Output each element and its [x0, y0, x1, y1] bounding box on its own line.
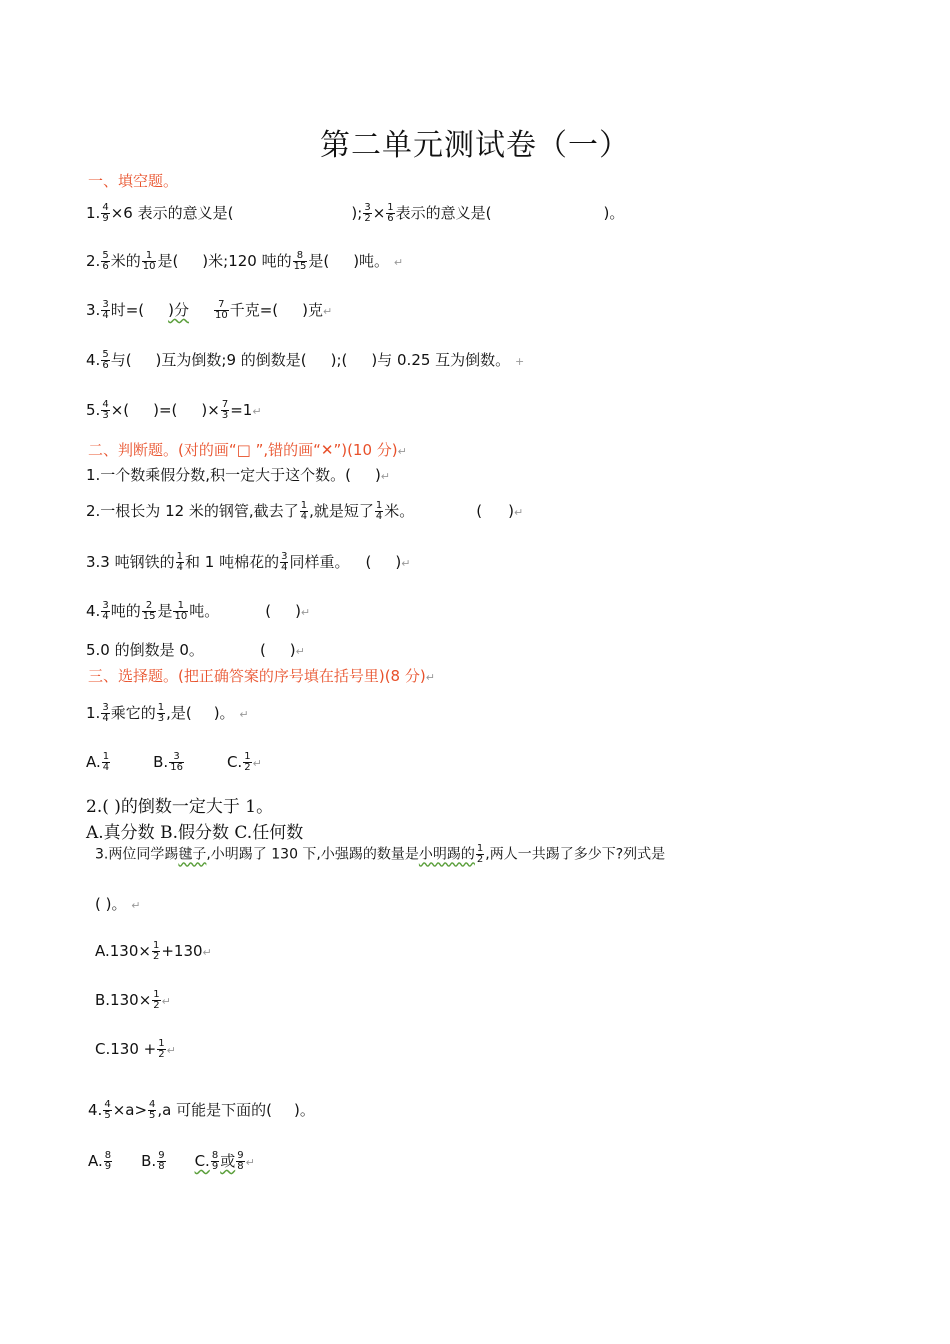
section-fill-heading: 一、填空题。 [88, 172, 179, 190]
fraction: $\frac{4}{9}$ [102, 202, 109, 224]
choice-question-3-option-b: B.130× $\frac{1}{2}$ ↵ [95, 989, 171, 1011]
section-choice-heading: 三、选择题。(把正确答案的序号填在括号里)(8 分)↵ [88, 667, 435, 685]
choice-question-2: 2.( )的倒数一定大于 1。 [86, 797, 274, 817]
fraction: $\frac{2}{15}$ [142, 600, 156, 622]
fraction: $\frac{1}{4}$ [375, 500, 383, 522]
fraction: $\frac{1}{2}$ [244, 751, 251, 773]
choice-question-3-blank: ( )。 ↵ [95, 895, 141, 913]
choice-question-4-options: A. $\frac{8}{9}$ B. $\frac{9}{8}$ C. $\frac{8}{9}$ 或 $\frac{9}{8}$ ↵ [88, 1150, 255, 1172]
fraction: $\frac{1}{4}$ [102, 751, 110, 773]
fraction: $\frac{1}{2}$ [152, 940, 160, 962]
judge-question-2: 2.一根长为 12 米的钢管,截去了 $\frac{1}{4}$ ,就是短了 $\frac{1}{4}$ 米。 ( )↵ [86, 500, 524, 522]
fraction: $\frac{8}{9}$ [104, 1150, 112, 1172]
fraction: $\frac{5}{6}$ [102, 250, 109, 272]
fill-question-3: 3. $\frac{3}{4}$ 时=( )分 $\frac{7}{10}$ 千克=( )克↵ [86, 299, 333, 321]
choice-question-3-option-c: C.130 + $\frac{1}{2}$ ↵ [95, 1038, 176, 1060]
page-title: 第二单元测试卷（一） [320, 128, 630, 163]
fraction: $\frac{1}{4}$ [176, 551, 183, 573]
fill-question-5: 5. $\frac{4}{3}$ ×( )=( )× $\frac{7}{3}$ =1↵ [86, 399, 262, 421]
fraction: $\frac{4}{3}$ [102, 399, 109, 421]
fraction: $\frac{8}{15}$ [293, 250, 307, 272]
fraction: $\frac{3}{4}$ [102, 702, 109, 724]
fraction: $\frac{1}{4}$ [300, 500, 308, 522]
fraction: $\frac{1}{10}$ [174, 600, 188, 622]
fraction: $\frac{1}{2}$ [476, 843, 484, 865]
choice-question-1: 1. $\frac{3}{4}$ 乘它的 $\frac{1}{3}$ ,是( )。 ↵ [86, 702, 249, 724]
fraction: $\frac{3}{4}$ [102, 299, 109, 321]
fraction: $\frac{1}{3}$ [157, 702, 165, 724]
fraction: $\frac{3}{2}$ [364, 202, 371, 224]
judge-question-1: 1.一个数乘假分数,积一定大于这个数。( )↵ [86, 466, 391, 484]
fraction: $\frac{1}{2}$ [158, 1038, 165, 1060]
fraction: $\frac{3}{4}$ [102, 600, 109, 622]
judge-question-3: 3.3 吨钢铁的 $\frac{1}{4}$ 和 1 吨棉花的 $\frac{3}{4}$ 同样重。 ( )↵ [86, 551, 411, 573]
fraction: $\frac{3}{4}$ [281, 551, 288, 573]
choice-question-4: 4. $\frac{4}{5}$ ×a> $\frac{4}{5}$ ,a 可能是下面的( )。 [88, 1099, 315, 1121]
fraction: $\frac{3}{16}$ [170, 751, 183, 773]
fraction: $\frac{4}{5}$ [149, 1099, 156, 1121]
fill-question-1: 1. $\frac{4}{9}$ ×6 表示的意义是( ); $\frac{3}{2}$ × $\frac{1}{6}$ 表示的意义是( )。 [86, 202, 625, 224]
fraction: $\frac{9}{8}$ [237, 1150, 244, 1172]
fraction: $\frac{9}{8}$ [158, 1150, 165, 1172]
choice-question-3: 3.两位同学踢毽子,小明踢了 130 下,小强踢的数量是小明踢的 $\frac{1}{2}$ ,两人一共踢了多少下?列式是 [95, 843, 666, 865]
fill-question-4: 4. $\frac{5}{6}$ 与( )互为倒数;9 的倒数是( );( )与 0.25 互为倒数。 + [86, 349, 525, 371]
fraction: $\frac{5}{6}$ [102, 349, 109, 371]
judge-question-4: 4. $\frac{3}{4}$ 吨的 $\frac{2}{15}$ 是 $\frac{1}{10}$ 吨。 ( )↵ [86, 600, 311, 622]
choice-question-1-options: A. $\frac{1}{4}$ B. $\frac{3}{16}$ C. $\frac{1}{2}$ ↵ [86, 751, 262, 773]
fraction: $\frac{1}{10}$ [142, 250, 156, 272]
fraction: $\frac{1}{2}$ [153, 989, 160, 1011]
fraction: $\frac{7}{10}$ [214, 299, 228, 321]
fraction: $\frac{7}{3}$ [221, 399, 229, 421]
judge-question-5: 5.0 的倒数是 0。 ( )↵ [86, 641, 305, 659]
section-judge-heading: 二、判断题。(对的画“□ ”,错的画“✕”)(10 分)↵ [88, 441, 407, 459]
fraction: $\frac{8}{9}$ [211, 1150, 219, 1172]
choice-question-3-option-a: A.130× $\frac{1}{2}$ +130↵ [95, 940, 212, 962]
fraction: $\frac{1}{6}$ [387, 202, 394, 224]
fraction: $\frac{4}{5}$ [104, 1099, 111, 1121]
choice-question-2-options: A.真分数 B.假分数 C.任何数 [86, 823, 304, 843]
fill-question-2: 2. $\frac{5}{6}$ 米的 $\frac{1}{10}$ 是( )米;120 吨的 $\frac{8}{15}$ 是( )吨。 ↵ [86, 250, 404, 272]
